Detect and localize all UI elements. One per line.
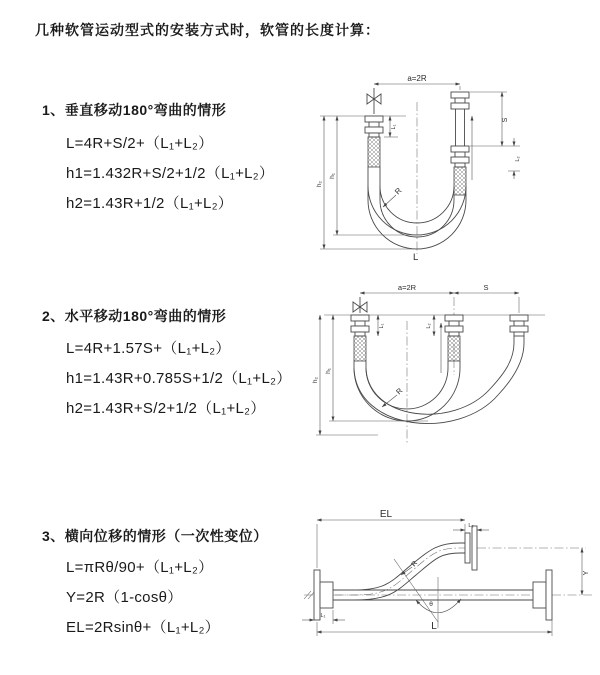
- dim-label-h2: h₂: [312, 376, 319, 384]
- dim-label-radius: R: [394, 386, 405, 397]
- section2-heading: 2、水平移动180°弯曲的情形: [42, 308, 227, 324]
- diagram-lateral-displacement: [298, 502, 598, 642]
- fixed-end-pipe: [351, 315, 369, 361]
- formula-line: L=4R+S/2+（L₁+L₂）: [66, 135, 214, 152]
- moving-end-pipe-position1: [445, 315, 463, 361]
- valve-icon: [367, 88, 381, 114]
- dim-label-span: EL: [379, 509, 393, 520]
- dim-label-l1: L₁: [320, 613, 326, 619]
- dim-label-h1: h₁: [329, 173, 336, 179]
- formula-line: EL=2Rsinθ+（L₁+L₂）: [66, 619, 220, 636]
- dim-label-l2: L₂: [515, 156, 521, 162]
- dim-label-top-span: a=2R: [397, 283, 417, 292]
- dim-label-radius: R: [393, 186, 404, 197]
- dim-label-l2: L₂: [468, 523, 474, 529]
- valve-icon: [353, 297, 367, 313]
- dim-label-h1: h₁: [325, 368, 332, 374]
- dim-label-h2: h₂: [316, 180, 323, 188]
- diagram-horizontal-180-bend: [308, 283, 593, 448]
- dim-label-l1: L₁: [391, 124, 397, 130]
- moving-end-pipe: [451, 92, 469, 195]
- dim-label-radius: R: [410, 559, 420, 569]
- formula-line: h1=1.432R+S/2+1/2（L₁+L₂）: [66, 165, 275, 182]
- dim-label-top-span: a=2R: [407, 74, 427, 83]
- dim-label-l1: L₁: [379, 323, 385, 329]
- moving-end-pipe-position2: [510, 315, 528, 343]
- fixed-end-pipe: [365, 116, 383, 167]
- diagram-vertical-180-bend: [310, 72, 590, 262]
- formula-line: L=4R+1.57S+（L₁+L₂）: [66, 340, 231, 357]
- dim-label-length: L: [413, 252, 419, 263]
- formula-line: h2=1.43R+S/2+1/2（L₁+L₂）: [66, 400, 266, 417]
- dim-label-l2: L₂: [426, 323, 432, 329]
- formula-line: h1=1.43R+0.785S+1/2（L₁+L₂）: [66, 370, 292, 387]
- hose-u-bend: [354, 343, 524, 424]
- section3-heading: 3、横向位移的情形（一次性变位）: [42, 528, 268, 544]
- formula-line: Y=2R（1-cosθ）: [66, 589, 183, 606]
- radius-construction: [394, 559, 461, 628]
- dim-label-length: L: [431, 621, 437, 632]
- displaced-position-hose: [333, 526, 477, 600]
- dim-label-stroke: S: [502, 117, 509, 123]
- dimension-lines: [312, 283, 519, 435]
- dim-label-offset: Y: [583, 570, 590, 576]
- dim-label-stroke: S: [483, 283, 489, 292]
- formula-line: L=πRθ/90+（L₁+L₂）: [66, 559, 214, 576]
- section1-heading: 1、垂直移动180°弯曲的情形: [42, 102, 227, 118]
- formula-line: h2=1.43R+1/2（L₁+L₂）: [66, 195, 234, 212]
- page-title: 几种软管运动型式的安装方式时，软管的长度计算：: [35, 22, 380, 38]
- straight-position-pipe: [333, 570, 552, 620]
- dim-label-angle: θ: [429, 601, 433, 608]
